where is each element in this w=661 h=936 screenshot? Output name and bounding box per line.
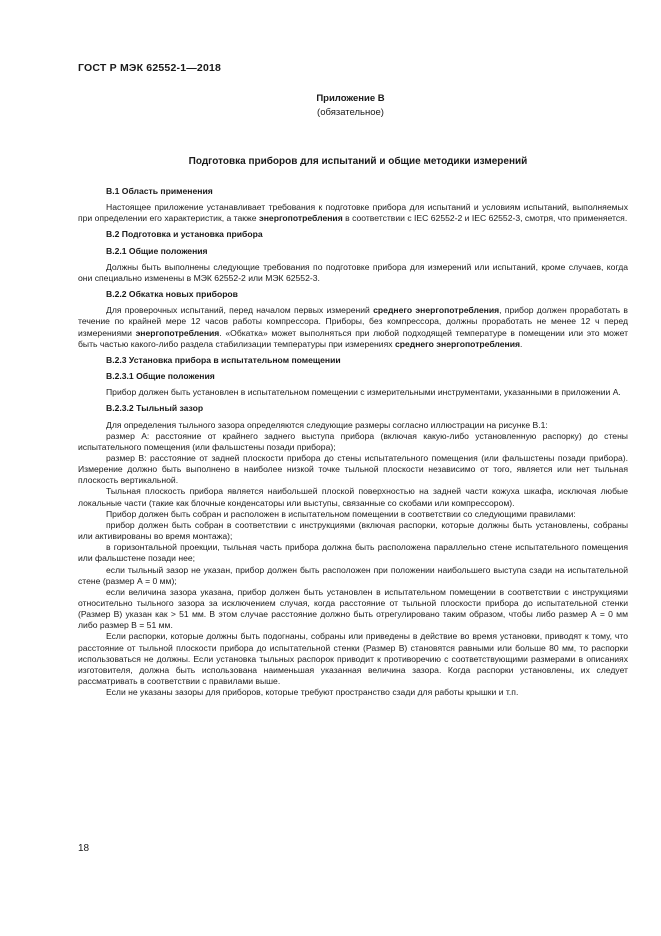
page-number: 18 — [78, 843, 90, 854]
section-heading-b231: В.2.3.1 Общие положения — [106, 371, 215, 382]
paragraph-b232-11: Если не указаны зазоры для приборов, которые требуют пространство сзади для работы крышки и т.п. — [106, 687, 519, 698]
paragraph-b232-1: Для определения тыльного зазора определяются следующие размеры согласно иллюстрации на рисунке В.1: — [106, 419, 548, 430]
paragraph-b232-2: размер А: расстояние от крайнего заднего выступа прибора (включая какую-либо установленную распорку) до стены испытательного помещения (или фальшстены позади прибора); — [78, 430, 628, 452]
paragraph-b232-4: Тыльная плоскость прибора является наибольшей плоской поверхностью на задней части кожуха шкафа, исключая любые локальные части (такие как блочные конденсаторы или выступы, связанные со скобами или компрессором). — [78, 486, 628, 508]
paragraph-b21: Должны быть выполнены следующие требования по подготовке прибора для измерений или испытаний, кроме случаев, когда они специально изменены в МЭК 62552-2 или МЭК 62552-3. — [78, 261, 628, 283]
section-heading-b1: В.1 Область применения — [106, 186, 213, 196]
annex-title: Приложение В — [316, 93, 385, 104]
section-heading-b232: В.2.3.2 Тыльный зазор — [106, 403, 204, 414]
paragraph-b232-6: прибор должен быть собран в соответствии с инструкциями (включая распорки, которые должны быть установлены, собраны или активированы во время монтажа); — [78, 519, 628, 542]
document-body — [78, 186, 628, 698]
section-heading-b21: В.2.1 Общие положения — [106, 245, 208, 256]
paragraph-b232-8: если тыльный зазор не указан, прибор должен быть расположен при положении наибольшего выступа сзади на испытательной стене (размер А = 0 мм); — [78, 564, 628, 586]
paragraph-b232-7: в горизонтальной проекции, тыльная часть прибора должна быть расположена параллельно стене испытательного помещения или фальшстене позади нее; — [78, 542, 628, 564]
document-header: ГОСТ Р МЭК 62552-1—2018 — [78, 62, 222, 74]
paragraph-b232-3: размер В: расстояние от задней плоскости прибора до стены испытательного помещения (или фальшстены позади прибора). Измерение должно быть выполнено в наиболее низкой точке тыльной плоскости независимо от того, является или нет тыльная плоскость вертикальной. — [78, 452, 628, 486]
paragraph-b231: Прибор должен быть установлен в испытательном помещении с измерительными инструментами, указанными в приложении А. — [106, 387, 621, 398]
paragraph-b1: Настоящее приложение устанавливает требования к подготовке прибора для испытаний и условиям испытаний, выполняемых при определении его характеристик, а также энергопотребления в соответствии с IEC 62552-2 и IEC 62552-3, смотря, что применяется. — [78, 202, 628, 224]
paragraph-b232-10: Если распорки, которые должны быть подогнаны, собраны или приведены в действие во время установки, приводят к тому, что расстояние от тыльной плоскости прибора до испытательной стенки (Размер В) становятся равными или больше 80 мм, то распорки использоваться не должны. Если установка тыльных распорок приводит к противоречию с соответствующими размерами в описаниях изготовителя, должна быть использована наименьшая указанная величина зазора. Когда распорки установлены, их следует рассматривать в соответствии с правилами выше. — [78, 631, 628, 687]
paragraph-b232-5: Прибор должен быть собран и расположен в испытательном помещении в соответствии со следующими правилами: — [106, 508, 576, 519]
paragraph-b232-9: если величина зазора указана, прибор должен быть установлен в испытательном помещении в соответствии с инструкциями относительно тыльного зазора за исключением случая, когда расстояние от тыльной плоскости прибора до испытательной стенки (Размер В) указан как > 51 мм. В этом случае расстояние должно быть отрегулировано таким образом, чтобы либо размер А = 0 мм либо размер В = 51 мм. — [78, 586, 628, 631]
section-heading-b23: В.2.3 Установка прибора в испытательном помещении — [106, 354, 341, 365]
annex-subtitle: (обязательное) — [317, 107, 384, 118]
section-heading-b22: В.2.2 Обкатка новых приборов — [106, 289, 238, 300]
paragraph-b22: Для проверочных испытаний, перед началом первых измерений среднего энергопотребления, прибор должен проработать в течение по крайней мере 12 часов работы компрессора. Приборы, без компрессора, должны проработать не менее 12 ч перед измерениями энергопотребления. «Обкатка» может выполняться при любой подходящей температуре в помещении или это может быть частью какого-либо раздела стабилизации температуры при измерениях среднего энергопотребления. — [78, 305, 629, 349]
section-heading-b2: В.2 Подготовка и установка прибора — [106, 229, 263, 240]
annex-heading — [0, 92, 661, 120]
annex-main-title: Подготовка приборов для испытаний и общие методики измерений — [188, 156, 528, 167]
